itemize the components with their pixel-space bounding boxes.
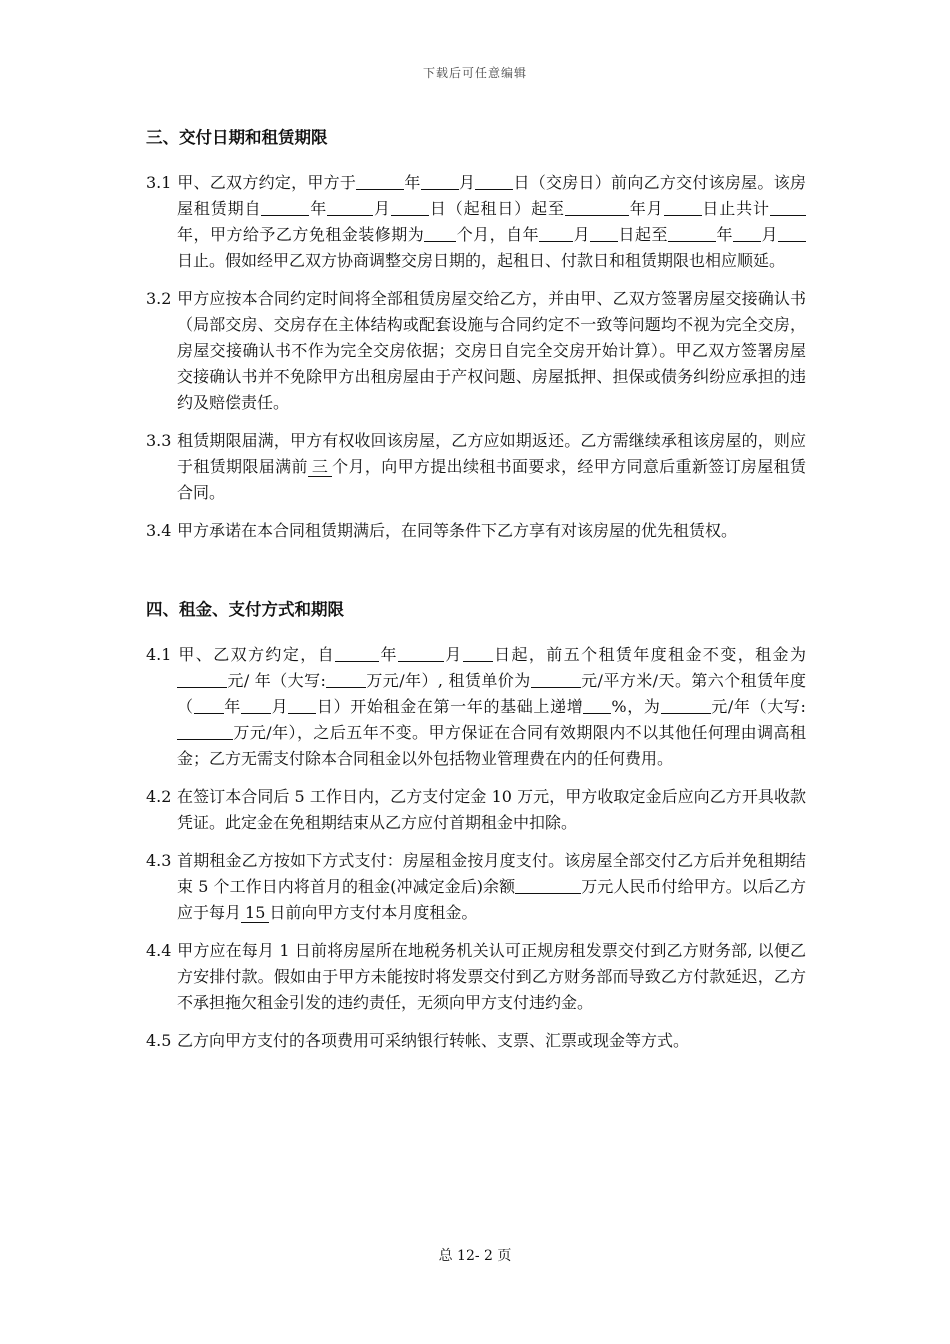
clause-text: %，为 [611, 697, 661, 716]
clause-text: 乙方向甲方支付的各项费用可采纳银行转帐、支票、汇票或现金等方式。 [177, 1031, 690, 1050]
fill-blank [531, 670, 581, 688]
clause-text: 日止。假如经甲乙双方协商调整交房日期的，起租日、付款日和租赁期限也相应顺延。 [177, 251, 786, 270]
clause-text: 年 [223, 697, 241, 716]
clause-text: 元/平方米/天。第六个租赁年度（ [177, 671, 806, 716]
fill-blank [463, 644, 493, 662]
clause-number: 3.2 [146, 289, 172, 308]
clause-3-2 [146, 286, 806, 416]
clause-4-3 [146, 848, 806, 926]
clause-text: 日）开始租金在第一年的基础上递增 [316, 697, 584, 716]
fill-blank [335, 644, 379, 662]
clause-number: 3.4 [146, 521, 172, 540]
clause-text: 甲方承诺在本合同租赁期满后，在同等条件下乙方享有对该房屋的优先租赁权。 [177, 521, 738, 540]
clause-text: 月 [443, 645, 463, 664]
fill-blank [664, 198, 702, 216]
clause-3-1 [146, 170, 806, 274]
clause-4-2 [146, 784, 806, 836]
clause-text: 个月，向甲方提出续租书面要求，经甲方同意后重新签订房屋租赁合同。 [177, 457, 806, 502]
fill-blank [326, 670, 366, 688]
fill-blank [288, 696, 316, 714]
clause-text: 甲方应在每月 1 日前将房屋所在地税务机关认可正规房租发票交付到乙方财务部, 以便乙方安排付款。假如由于甲方未能按时将发票交付到乙方财务部而导致乙方付款延迟，乙方不承担拖欠租金引发的违约责任，无须向甲方支付违约金。 [177, 941, 806, 1012]
clause-text: 日起至 [618, 225, 668, 244]
fill-blank [398, 644, 444, 662]
clause-number: 3.1 [146, 173, 172, 192]
fill-blank [356, 172, 404, 190]
clause-text: 年 [404, 173, 421, 192]
clause-text: 年 [628, 199, 647, 218]
clause-4-4 [146, 938, 806, 1016]
fill-blank [241, 696, 271, 714]
clause-text: 万元/年）, 租赁单价为 [365, 671, 531, 690]
fill-blank [770, 198, 806, 216]
clause-text: 月 [573, 225, 591, 244]
fill-blank [391, 198, 429, 216]
clause-text: 万元人民币付给甲方。以后乙方应于每月 [177, 877, 806, 922]
fill-blank [515, 876, 581, 894]
document-body [146, 122, 806, 1066]
clause-number: 4.4 [146, 941, 172, 960]
fill-blank [565, 198, 629, 216]
fill-blank [261, 198, 309, 216]
clause-text: 万元/年），之后五年不变。甲方保证在合同有效期限内不以其他任何理由调高租金；乙方无需支付除本合同租金以外包括物业管理费在内的任何费用。 [177, 723, 806, 768]
clause-text: 月 [760, 225, 778, 244]
clause-text: 元/ 年（大写: [227, 671, 326, 690]
clause-text: 个月，自 [456, 225, 523, 244]
clause-text: 日（交房日）前向乙方交付该房屋。该房屋租赁期自 [177, 173, 806, 218]
fill-blank [177, 670, 227, 688]
clause-text: 月 [646, 199, 664, 218]
clause-text: 年 [522, 225, 540, 244]
fill-blank [424, 224, 456, 242]
fill-blank [733, 224, 761, 242]
clause-text: 甲、乙双方约定，自 [177, 645, 336, 664]
clause-text: 年 [716, 225, 733, 244]
clause-text: 月 [458, 173, 476, 192]
clause-text: 日起，前五个租赁年度租金不变，租金为 [492, 645, 806, 664]
clause-3-3 [146, 428, 806, 506]
clause-text: 年 [309, 199, 328, 218]
fill-blank [327, 198, 373, 216]
section-title-3: 三、交付日期和租赁期限 [146, 128, 328, 147]
clause-4-1 [146, 642, 806, 772]
clause-text: 甲方应按本合同约定时间将全部租赁房屋交给乙方，并由甲、乙双方签署房屋交接确认书（局部交房、交房存在主体结构或配套设施与合同约定不一致等问题均不视为完全交房，房屋交接确认书不作为完全交房依据；交房日自完全交房开始计算）。甲乙双方签署房屋交接确认书并不免除甲方出租房屋由于产权问题、房屋抵押、担保或债务纠纷应承担的违约及赔偿责任。 [177, 289, 806, 412]
fill-blank [421, 172, 459, 190]
filled-value: 三 [308, 457, 332, 477]
fill-blank [668, 224, 716, 242]
clause-text: 甲、乙双方约定，甲方于 [177, 173, 357, 192]
fill-blank [194, 696, 224, 714]
clause-text: 日前向甲方支付本月度租金。 [269, 903, 478, 922]
clause-text: 月 [373, 199, 391, 218]
clause-text: 在签订本合同后 5 工作日内，乙方支付定金 10 万元，甲方收取定金后应向乙方开具收款凭证。此定金在免租期结束从乙方应付首期租金中扣除。 [177, 787, 806, 832]
filled-value: 15 [241, 903, 269, 923]
clause-text: 首期租金乙方按如下方式支付：房屋租金按月度支付。该房屋全部交付乙方后并免租期结束 5 个工作日内将首月的租金(冲减定金后)余额 [177, 851, 806, 896]
clause-number: 4.3 [146, 851, 172, 870]
clause-3-4 [146, 518, 806, 544]
clause-number: 4.2 [146, 787, 172, 806]
clause-number: 3.3 [146, 431, 172, 450]
clause-number: 4.5 [146, 1031, 172, 1050]
clause-text: 租赁期限届满，甲方有权收回该房屋，乙方应如期返还。乙方需继续承租该房屋的，则应于租赁期限届满前 [177, 431, 806, 476]
clause-text: 年，甲方给予乙方免租金装修期为 [177, 225, 425, 244]
fill-blank [583, 696, 611, 714]
page-footer: 总 12- 2 页 [438, 1248, 512, 1264]
page-header: 下载后可任意编辑 [422, 66, 527, 80]
fill-blank [778, 224, 806, 242]
fill-blank [590, 224, 618, 242]
clause-4-5 [146, 1028, 806, 1054]
clause-text: 月 [270, 697, 289, 716]
clause-text: 年 [379, 645, 398, 664]
fill-blank [475, 172, 513, 190]
fill-blank [539, 224, 573, 242]
fill-blank [661, 696, 711, 714]
clause-number: 4.1 [146, 645, 172, 664]
clause-text: 日止共计 [701, 199, 770, 218]
section-title-4: 四、租金、支付方式和期限 [146, 600, 344, 619]
fill-blank [177, 722, 233, 740]
clause-text: 元/年（大写: [710, 697, 806, 716]
clause-text: 日（起租日）起至 [428, 199, 565, 218]
